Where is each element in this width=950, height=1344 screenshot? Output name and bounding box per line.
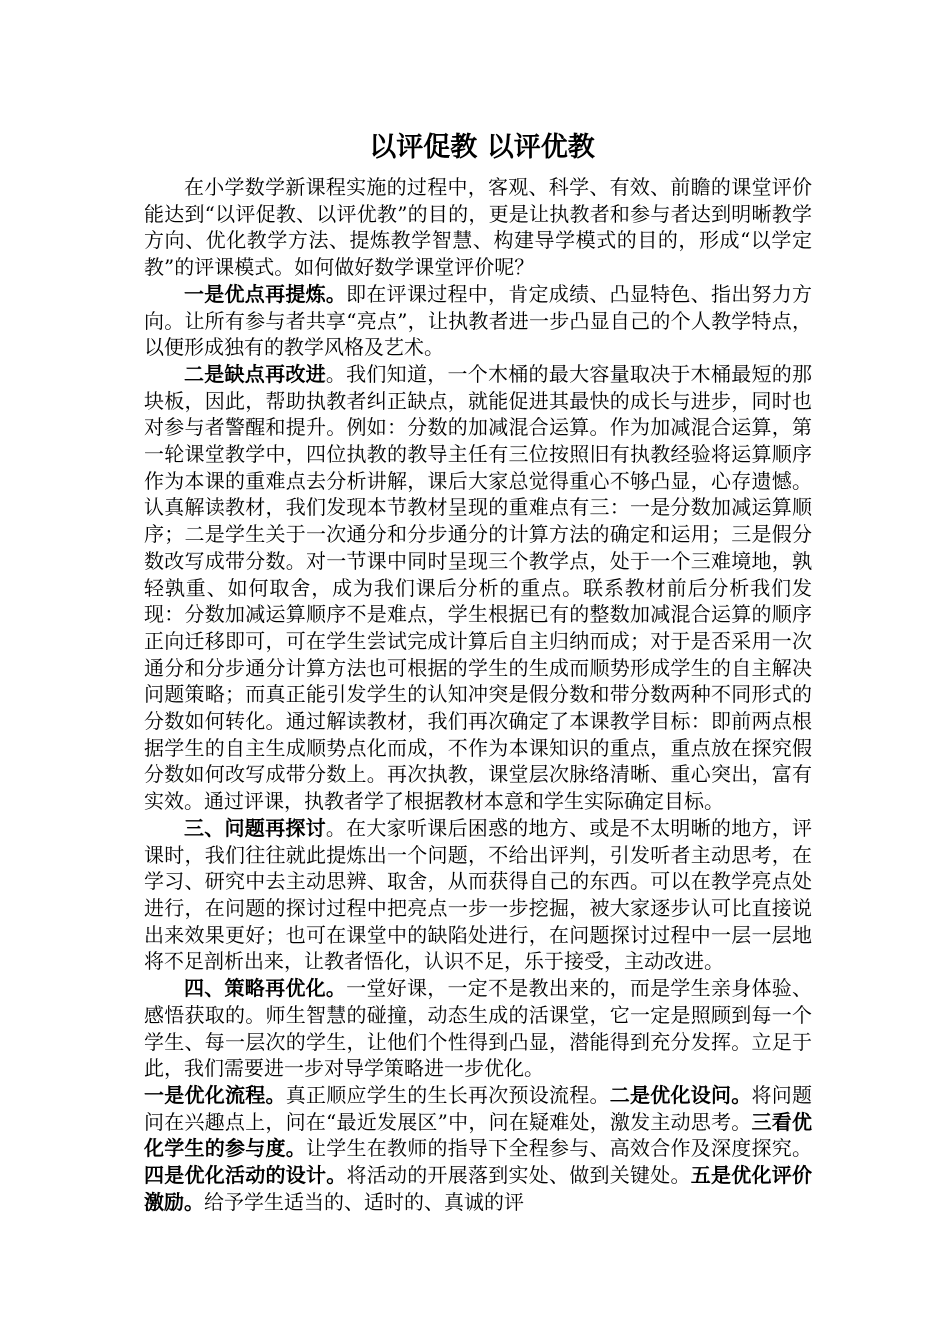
strategy-text-1: 真正顺应学生的生长再次预设流程。 bbox=[285, 1082, 610, 1107]
strategy-lead-3: 三看优化学生的参与度。 bbox=[144, 1109, 813, 1161]
point-two-paragraph bbox=[144, 361, 812, 815]
paragraph-text: 在小学数学新课程实施的过程中，客观、科学、有效、前瞻的课堂评价能达到“以评促教、以评优教”的目的，更是让执教者和参与者达到明晰教学方向、优化教学方法、提炼教学智慧、构建导学模式的目的，形成“以学定教”的评课模式。如何做好数学课堂评价呢？ bbox=[144, 175, 812, 280]
paragraph-lead: 一是优点再提炼。 bbox=[184, 281, 347, 306]
point-one-paragraph bbox=[144, 281, 812, 361]
paragraph-text: 。我们知道，一个木桶的最大容量取决于木桶最短的那块板，因此，帮助执教者纠正缺点，就能促进其最快的成长与进步，同时也对参与者警醒和提升。例如：分数的加减混合运算。作为加减混合运算，第一轮课堂教学中，四位执教的教导主任有三位按照旧有执教经验将运算顺序作为本课的重难点去分析讲解，课后大家总觉得重心不够凸显，心存遗憾。认真解读教材，我们发现本节教材呈现的重难点有三：一是分数加减运算顺序；二是学生关于一次通分和分步通分的计算方法的确定和运用；三是假分数改写成带分数。对一节课中同时呈现三个教学点，处于一个三难境地，孰轻孰重、如何取舍，成为我们课后分析的重点。联系教材前后分析我们发现：分数加减运算顺序不是难点，学生根据已有的整数加减混合运算的顺序正向迁移即可，可在学生尝试完成计算后自主归纳而成；对于是否采用一次通分和分步通分计算方法也可根据的学生的生成而顺势形成学生的自主解决问题策略；而真正能引发学生的认知冲突是假分数和带分数两种不同形式的分数如何转化。通过解读教材，我们再次确定了本课教学目标：即前两点根据学生的自主生成顺势点化而成，不作为本课知识的重点，重点放在探究假分数如何改写成带分数上。再次执教，课堂层次脉络清晰、重心突出，富有实效。通过评课，执教者学了根据教材本意和学生实际确定目标。 bbox=[144, 361, 813, 814]
strategy-text-4: 将活动的开展落到实处、做到关键处。 bbox=[346, 1163, 691, 1188]
strategy-lead-5: 五是优化评价激励。 bbox=[144, 1163, 812, 1214]
strategy-text-2: 将问题问在兴趣点上，问在“最近发展区”中，问在疑难处，激发主动思考。 bbox=[144, 1082, 812, 1134]
paragraph-text: 即在评课过程中，肯定成绩、凸显特色、指出努力方向。让所有参与者共享“亮点”，让执教者进一步凸显自己的个人教学特点，以便形成独有的教学风格及艺术。 bbox=[144, 281, 813, 360]
strategy-lead-1: 一是优化流程。 bbox=[144, 1082, 286, 1107]
intro-paragraph bbox=[144, 174, 812, 281]
strategy-text-5: 给予学生适当的、适时的、真诚的评 bbox=[204, 1189, 524, 1214]
paragraph-lead: 二是缺点再改进 bbox=[184, 361, 326, 386]
paragraph-text: 一堂好课，一定不是教出来的，而是学生亲身体验、感悟获取的。师生智慧的碰撞，动态生成的活课堂，它一定是照顾到每一个学生、每一层次的学生，让他们个性得到凸显，潜能得到充分发挥。立足于此，我们需要进一步对导学策略进一步优化。 bbox=[144, 976, 813, 1081]
strategy-lead-4: 四是优化活动的设计。 bbox=[144, 1163, 347, 1188]
point-three-paragraph bbox=[144, 815, 812, 975]
point-four-paragraph bbox=[144, 975, 812, 1082]
paragraph-text: 。在大家听课后困惑的地方、或是不太明晰的地方，评课时，我们往往就此提炼出一个问题，不给出评判，引发听者主动思考，在学习、研究中去主动思辨、取舍，从而获得自己的东西。可以在教学亮点处进行，在问题的探讨过程中把亮点一步一步挖掘，被大家逐步认可比直接说出来效果更好；也可在课堂中的缺陷处进行，在问题探讨过程中一层一层地将不足剖析出来，让教者悟化，认识不足，乐于接受，主动改进。 bbox=[144, 815, 813, 974]
document-title: 以评促教 以评优教 bbox=[369, 132, 595, 163]
strategy-paragraph bbox=[144, 1082, 812, 1216]
paragraph-lead: 四、策略再优化。 bbox=[184, 976, 347, 1001]
document-page bbox=[144, 126, 812, 1215]
strategy-text-3: 让学生在教师的指导下全程参与、高效合作及深度探究。 bbox=[306, 1136, 812, 1161]
strategy-lead-2: 二是优化设问。 bbox=[609, 1082, 752, 1107]
paragraph-lead: 三、问题再探讨 bbox=[184, 815, 326, 840]
